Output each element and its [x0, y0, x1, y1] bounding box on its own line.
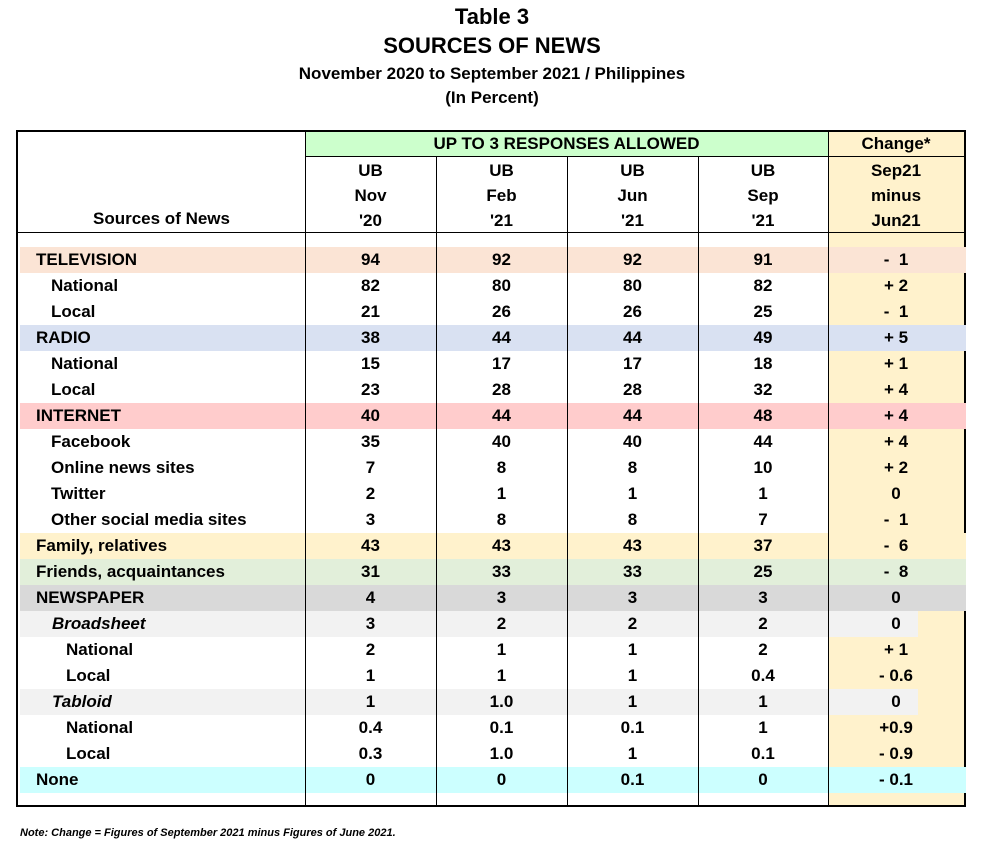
- row-label: Twitter: [51, 484, 106, 503]
- column-header-line: Feb: [486, 186, 517, 205]
- table-row: [18, 715, 964, 741]
- percent-value: 1: [496, 484, 507, 503]
- percent-value: 10: [753, 458, 773, 477]
- percent-value: 8: [496, 458, 507, 477]
- table-row: [18, 689, 964, 715]
- column-header-line: Nov: [354, 186, 387, 205]
- percent-value: 82: [753, 276, 773, 295]
- percent-value: 0.1: [489, 718, 514, 737]
- table-subtitle: November 2020 to September 2021 / Philippines: [298, 64, 686, 83]
- table-row: [18, 533, 964, 559]
- percent-value: 92: [623, 250, 642, 269]
- change-value: + 2: [883, 276, 909, 295]
- table-title-block: [0, 2, 984, 109]
- percent-value: 37: [753, 536, 773, 555]
- header-divider: [305, 156, 964, 157]
- column-header-line: Sep: [747, 186, 779, 205]
- table-row: [18, 559, 964, 585]
- row-label: Local: [66, 744, 111, 763]
- percent-value: 1: [365, 666, 376, 685]
- percent-value: 1: [627, 484, 638, 503]
- percent-value: 26: [492, 302, 511, 321]
- change-value: - 0.1: [878, 770, 914, 789]
- change-header: Change*: [861, 134, 931, 153]
- percent-value: 0.1: [620, 770, 645, 789]
- column-header-line: UB: [750, 161, 776, 180]
- percent-value: 80: [492, 276, 511, 295]
- percent-value: 8: [627, 510, 638, 529]
- percent-value: 32: [753, 380, 773, 399]
- percent-value: 25: [753, 562, 773, 581]
- percent-value: 2: [496, 614, 507, 633]
- table-row: [18, 403, 964, 429]
- row-label: NEWSPAPER: [36, 588, 145, 607]
- column-header-line: Jun21: [871, 211, 921, 230]
- percent-value: 3: [365, 510, 376, 529]
- row-label: Facebook: [51, 432, 131, 451]
- percent-value: 2: [758, 640, 768, 659]
- column-header-line: '21: [490, 211, 513, 230]
- column-header-sep21: [698, 158, 828, 233]
- row-label: National: [51, 354, 119, 373]
- percent-value: 0: [758, 770, 768, 789]
- table-row: [18, 377, 964, 403]
- percent-value: 15: [361, 354, 380, 373]
- percent-value: 1: [627, 692, 638, 711]
- percent-value: 1: [365, 692, 376, 711]
- table-number: Table 3: [454, 4, 530, 29]
- table-row: [18, 481, 964, 507]
- percent-value: 0.4: [358, 718, 383, 737]
- percent-value: 33: [492, 562, 511, 581]
- percent-value: 23: [361, 380, 380, 399]
- column-header-line: '21: [751, 211, 775, 230]
- column-header-feb21: [436, 158, 567, 233]
- column-divider: [567, 156, 568, 805]
- percent-value: 1: [627, 744, 638, 763]
- table-row: [18, 299, 964, 325]
- column-divider: [436, 156, 437, 805]
- change-value: - 8: [883, 562, 909, 581]
- table-title: SOURCES OF NEWS: [383, 33, 601, 58]
- row-label: Tabloid: [52, 692, 112, 711]
- row-label: Local: [51, 302, 96, 321]
- change-value: - 6: [883, 536, 909, 555]
- percent-value: 43: [361, 536, 380, 555]
- change-value: 0: [891, 484, 901, 503]
- table-row: [18, 507, 964, 533]
- percent-value: 44: [492, 328, 511, 347]
- column-header-line: UB: [489, 161, 514, 180]
- table-row: [18, 455, 964, 481]
- change-value: +0.9: [879, 718, 913, 737]
- percent-value: 1.0: [489, 744, 514, 763]
- change-value: + 4: [883, 380, 909, 399]
- change-value: - 1: [883, 302, 909, 321]
- percent-value: 1: [496, 640, 507, 659]
- percent-value: 44: [623, 406, 642, 425]
- percent-value: 1: [758, 692, 768, 711]
- table-row: [18, 351, 964, 377]
- column-header-line: Jun: [617, 186, 648, 205]
- table-row: [18, 585, 964, 611]
- table-row: [18, 611, 964, 637]
- percent-value: 2: [365, 640, 376, 659]
- percent-value: 0.3: [358, 744, 383, 763]
- sources-of-news-table: [16, 130, 966, 807]
- percent-value: 4: [365, 588, 376, 607]
- responses-group-header: UP TO 3 RESPONSES ALLOWED: [305, 132, 828, 156]
- percent-value: 80: [623, 276, 642, 295]
- table-row: [18, 325, 964, 351]
- percent-value: 40: [361, 406, 380, 425]
- table-row: [18, 429, 964, 455]
- percent-value: 3: [758, 588, 768, 607]
- row-label: Broadsheet: [52, 614, 146, 633]
- percent-value: 38: [361, 328, 380, 347]
- header-bottom-rule: [18, 232, 964, 233]
- percent-value: 0.4: [751, 666, 775, 685]
- percent-value: 1: [496, 666, 507, 685]
- column-divider: [305, 132, 306, 805]
- percent-value: 25: [753, 302, 773, 321]
- column-header-line: UB: [358, 161, 383, 180]
- change-value: - 0.9: [878, 744, 914, 763]
- row-label: INTERNET: [36, 406, 121, 425]
- table-row: [18, 637, 964, 663]
- row-label: RADIO: [36, 328, 91, 347]
- change-value: + 2: [883, 458, 909, 477]
- change-value: - 0.6: [878, 666, 914, 685]
- change-value: 0: [891, 614, 901, 633]
- percent-value: 43: [623, 536, 642, 555]
- percent-value: 26: [623, 302, 642, 321]
- footnote: Note: Change = Figures of September 2021 minus Figures of June 2021.: [20, 827, 396, 839]
- percent-value: 0.1: [620, 718, 645, 737]
- table-row: [18, 247, 964, 273]
- row-label: Other social media sites: [51, 510, 247, 529]
- percent-value: 94: [361, 250, 380, 269]
- percent-value: 17: [492, 354, 511, 373]
- percent-value: 21: [361, 302, 380, 321]
- column-header-line: UB: [620, 161, 645, 180]
- column-divider: [828, 132, 829, 805]
- percent-value: 1: [627, 640, 638, 659]
- percent-value: 0: [365, 770, 376, 789]
- row-label: Friends, acquaintances: [36, 562, 225, 581]
- row-label: Online news sites: [51, 458, 195, 477]
- percent-value: 7: [758, 510, 768, 529]
- column-header-line: minus: [870, 186, 922, 205]
- percent-value: 2: [758, 614, 768, 633]
- percent-value: 0.1: [751, 744, 775, 763]
- percent-value: 40: [492, 432, 511, 451]
- change-value: - 1: [883, 250, 909, 269]
- change-value: + 4: [883, 432, 909, 451]
- change-value: + 1: [883, 354, 909, 373]
- percent-value: 18: [753, 354, 773, 373]
- change-value: 0: [891, 692, 901, 711]
- column-header-line: '20: [359, 211, 382, 230]
- percent-value: 40: [623, 432, 642, 451]
- percent-value: 44: [492, 406, 511, 425]
- percent-value: 44: [623, 328, 642, 347]
- row-label: Family, relatives: [36, 536, 168, 555]
- change-value: - 1: [883, 510, 909, 529]
- source-column-header: Sources of News: [93, 209, 230, 228]
- percent-value: 1.0: [489, 692, 514, 711]
- percent-value: 35: [361, 432, 380, 451]
- percent-value: 17: [623, 354, 642, 373]
- row-label: National: [66, 718, 134, 737]
- percent-value: 2: [627, 614, 638, 633]
- percent-value: 1: [758, 484, 768, 503]
- column-divider: [698, 156, 699, 805]
- change-value: + 4: [883, 406, 909, 425]
- column-header-nov20: [305, 158, 436, 233]
- table-unit: (In Percent): [445, 88, 539, 107]
- change-value: 0: [891, 588, 901, 607]
- percent-value: 8: [496, 510, 507, 529]
- percent-value: 3: [627, 588, 638, 607]
- percent-value: 1: [758, 718, 768, 737]
- table-row: [18, 663, 964, 689]
- percent-value: 82: [361, 276, 380, 295]
- column-header-jun21: [567, 158, 698, 233]
- percent-value: 49: [753, 328, 773, 347]
- percent-value: 3: [365, 614, 376, 633]
- percent-value: 48: [753, 406, 773, 425]
- percent-value: 0: [496, 770, 507, 789]
- column-header-line: '21: [621, 211, 644, 230]
- row-label: None: [36, 770, 79, 789]
- percent-value: 91: [753, 250, 773, 269]
- table-row: [18, 767, 964, 793]
- row-label: Local: [66, 666, 111, 685]
- percent-value: 7: [365, 458, 376, 477]
- column-header-line: Sep21: [870, 161, 922, 180]
- change-value: + 5: [883, 328, 909, 347]
- percent-value: 33: [623, 562, 642, 581]
- percent-value: 3: [496, 588, 507, 607]
- change-value: + 1: [883, 640, 909, 659]
- table-row: [18, 741, 964, 767]
- percent-value: 44: [753, 432, 773, 451]
- row-label: National: [51, 276, 119, 295]
- percent-value: 2: [365, 484, 376, 503]
- column-header-change: [828, 158, 964, 233]
- percent-value: 28: [492, 380, 511, 399]
- row-label: Local: [51, 380, 96, 399]
- percent-value: 1: [627, 666, 638, 685]
- percent-value: 28: [623, 380, 642, 399]
- percent-value: 43: [492, 536, 511, 555]
- percent-value: 92: [492, 250, 511, 269]
- percent-value: 8: [627, 458, 638, 477]
- row-label: TELEVISION: [36, 250, 138, 269]
- row-label: National: [66, 640, 134, 659]
- percent-value: 31: [361, 562, 380, 581]
- table-row: [18, 273, 964, 299]
